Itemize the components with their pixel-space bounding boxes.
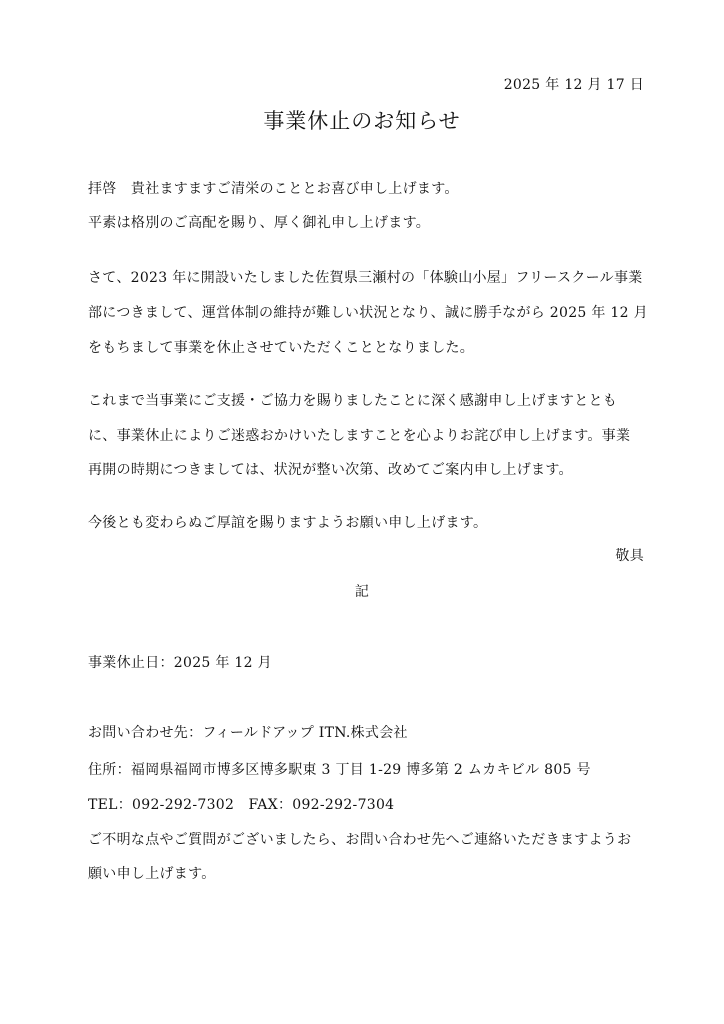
greeting-line: 拝啓 貴社ますますご清栄のこととお喜び申し上げます。 bbox=[88, 181, 459, 197]
paragraph-line: 部につきまして、運営体制の維持が難しい状況となり、誠に勝手ながら 2025 年 12 月 bbox=[88, 305, 648, 321]
contact-address: 住所：福岡県福岡市博多区博多駅東 3 丁目 1-29 博多第 2 ムカキビル 805 号 bbox=[88, 762, 591, 778]
paragraph-line: をもちまして事業を休止させていただくこととなりました。 bbox=[88, 340, 475, 356]
closing-word: 敬具 bbox=[615, 548, 644, 564]
ki-heading: 記 bbox=[354, 584, 370, 600]
document-title: 事業休止のお知らせ bbox=[263, 109, 461, 133]
paragraph-line: に、事業休止によりご迷惑おかけいたしますことを心よりお詫び申し上げます。事業 bbox=[88, 428, 631, 444]
paragraph-line: さて、2023 年に開設いたしました佐賀県三瀬村の「体験山小屋」フリースクール事業 bbox=[88, 270, 643, 286]
contact-company: お問い合わせ先：フィールドアップ ITN.株式会社 bbox=[88, 725, 408, 741]
greeting-line: 平素は格別のご高配を賜り、厚く御礼申し上げます。 bbox=[88, 215, 431, 231]
document-date: 2025 年 12 月 17 日 bbox=[503, 77, 644, 93]
contact-note-line: ご不明な点やご質問がございましたら、お問い合わせ先へご連絡いただきますようお bbox=[88, 832, 632, 848]
paragraph-line: これまで当事業にご支援・ご協力を賜りましたことに深く感謝申し上げますととも bbox=[88, 393, 618, 409]
paragraph-line: 今後とも変わらぬご厚誼を賜りますようお願い申し上げます。 bbox=[88, 515, 488, 531]
contact-phone-fax: TEL：092-292-7302 FAX：092-292-7304 bbox=[88, 797, 395, 813]
suspension-date: 事業休止日：2025 年 12 月 bbox=[88, 655, 272, 671]
paragraph-line: 再開の時期につきましては、状況が整い次第、改めてご案内申し上げます。 bbox=[88, 462, 573, 478]
contact-note-line: 願い申し上げます。 bbox=[88, 866, 216, 882]
